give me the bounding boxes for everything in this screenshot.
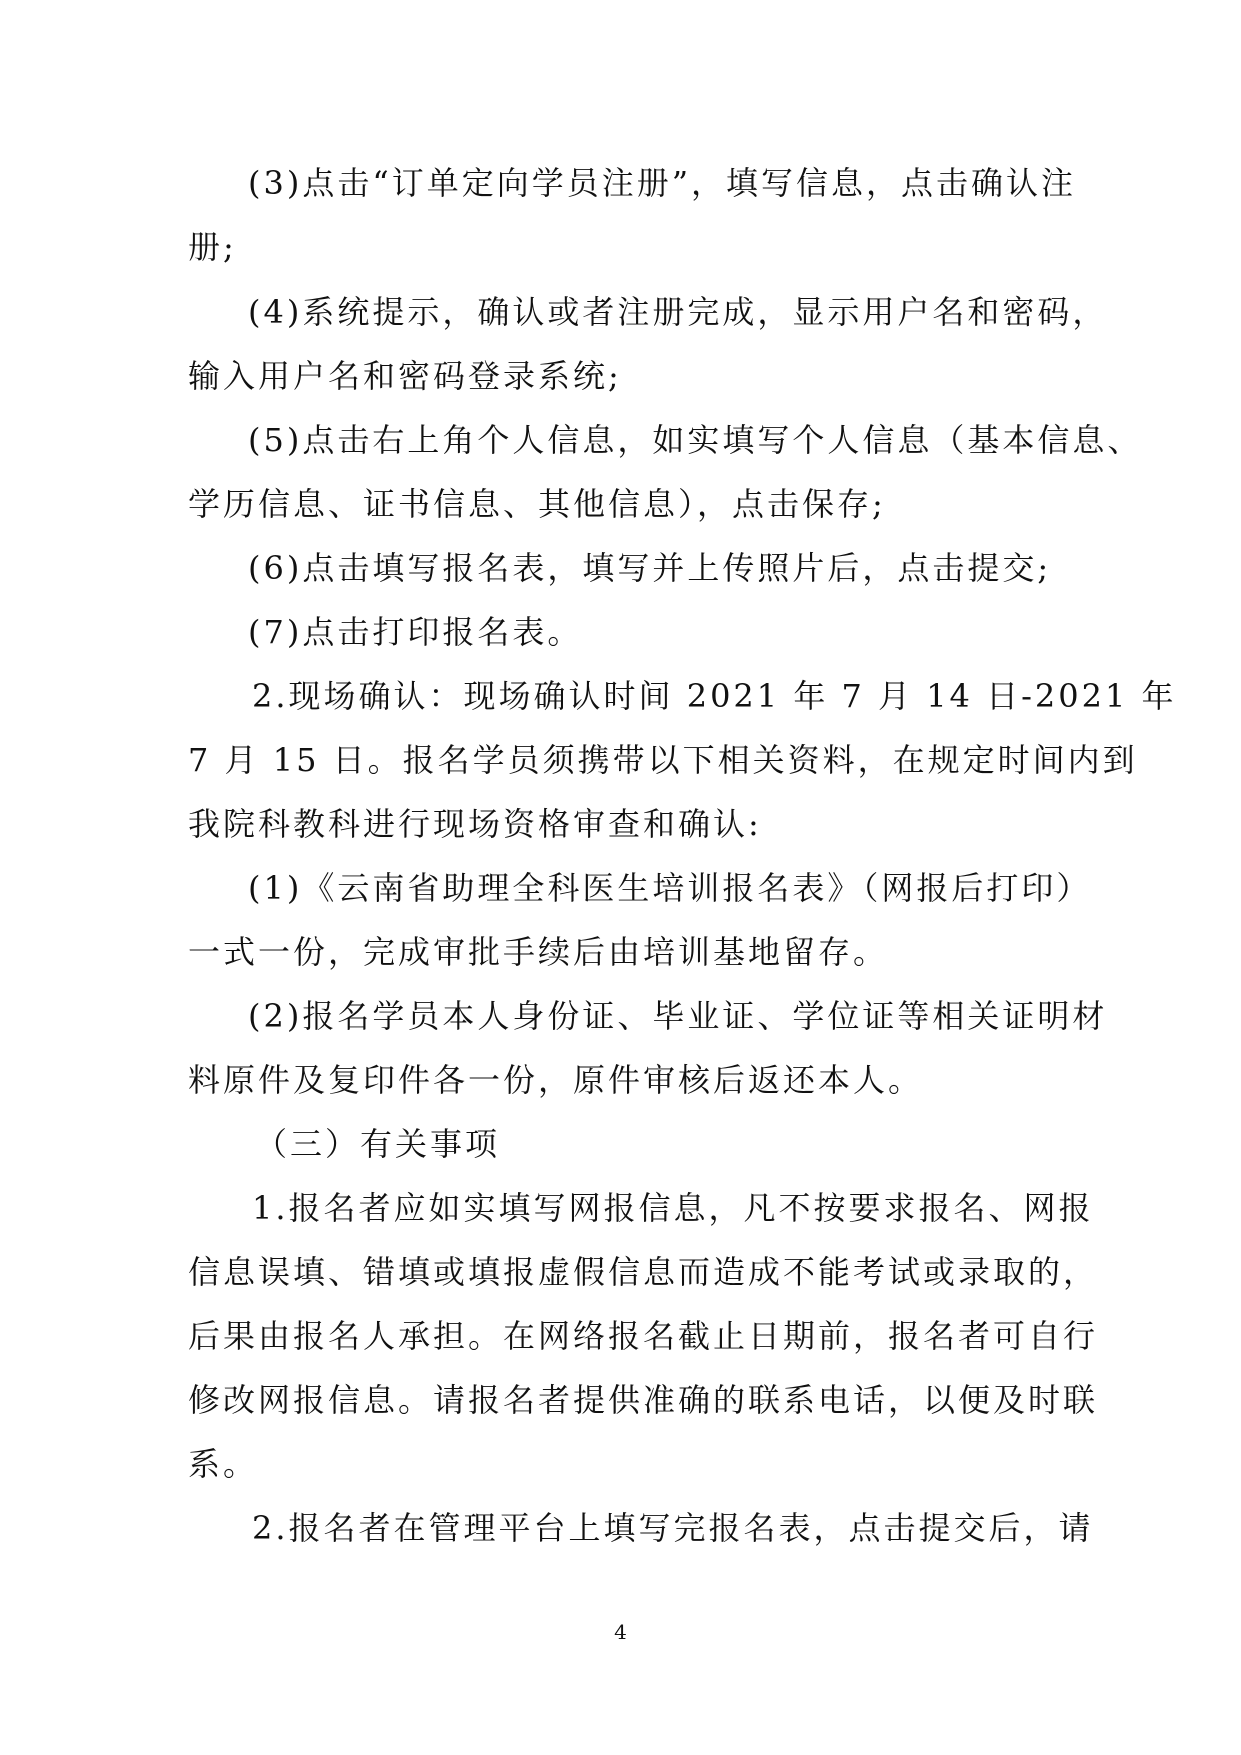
- text-line: 7 月 15 日。报名学员须携带以下相关资料，在规定时间内到: [188, 741, 1138, 779]
- text-line: 2.报名者在管理平台上填写完报名表，点击提交后，请: [252, 1509, 1094, 1547]
- text-line: 一式一份，完成审批手续后由培训基地留存。: [188, 933, 889, 971]
- text-line: (5)点击右上角个人信息，如实填写个人信息（基本信息、: [248, 421, 1143, 459]
- text-line: (4)系统提示，确认或者注册完成，显示用户名和密码，: [248, 293, 1108, 331]
- text-line: 修改网报信息。请报名者提供准确的联系电话，以便及时联: [188, 1381, 1099, 1419]
- text-line: (2)报名学员本人身份证、毕业证、学位证等相关证明材: [248, 997, 1108, 1035]
- text-line: 册;: [188, 228, 237, 266]
- text-line: (7)点击打印报名表。: [248, 613, 583, 651]
- text-line: 系。: [188, 1445, 259, 1483]
- section-heading: （三）有关事项: [255, 1125, 501, 1163]
- text-line: (3)点击“订单定向学员注册”，填写信息，点击确认注: [248, 164, 1077, 202]
- text-line: (1)《云南省助理全科医生培训报名表》（网报后打印）: [248, 869, 1092, 907]
- text-line: 信息误填、错填或填报虚假信息而造成不能考试或录取的，: [188, 1253, 1099, 1291]
- text-line: 我院科教科进行现场资格审查和确认:: [188, 805, 762, 843]
- text-line: 学历信息、证书信息、其他信息），点击保存;: [188, 485, 886, 523]
- text-line: (6)点击填写报名表，填写并上传照片后，点击提交;: [248, 549, 1052, 587]
- text-line: 后果由报名人承担。在网络报名截止日期前，报名者可自行: [188, 1317, 1099, 1355]
- text-line: 2.现场确认：现场确认时间 2021 年 7 月 14 日-2021 年: [252, 677, 1177, 715]
- text-line: 输入用户名和密码登录系统;: [188, 357, 622, 395]
- text-line: 1.报名者应如实填写网报信息，凡不按要求报名、网报: [252, 1189, 1094, 1227]
- page-number: 4: [614, 1620, 627, 1644]
- text-line: 料原件及复印件各一份，原件审核后返还本人。: [188, 1061, 924, 1099]
